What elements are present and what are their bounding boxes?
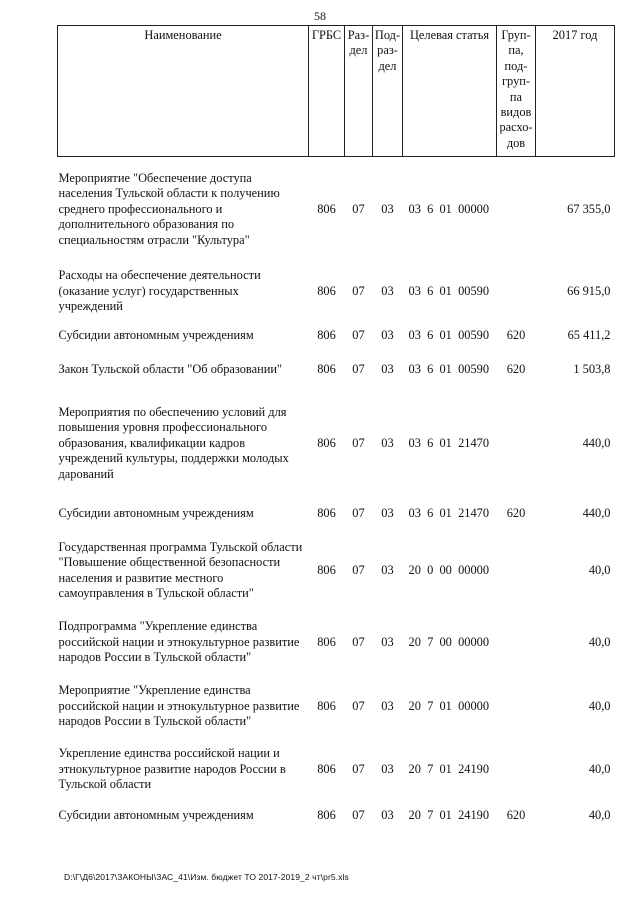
page-number: 58 <box>314 9 326 23</box>
cell-grp: 620 <box>506 506 526 521</box>
cell-grbs: 806 <box>317 283 336 298</box>
cell-cel: 20 0 00 00000 <box>408 562 490 577</box>
cell-grp: 620 <box>506 327 526 342</box>
cell-podrazdel: 03 <box>381 327 394 342</box>
table-row <box>58 801 615 831</box>
table-row <box>58 350 615 390</box>
cell-podrazdel: 03 <box>381 634 394 649</box>
cell-grbs: 806 <box>317 435 336 450</box>
cell-sum: 40,0 <box>588 634 611 649</box>
cell-grbs: 806 <box>317 634 336 649</box>
cell-grbs: 806 <box>317 201 336 216</box>
header-grbs: ГРБС <box>309 26 345 157</box>
cell-grp <box>497 611 536 675</box>
table-row <box>58 262 615 322</box>
cell-cel: 03 6 01 21470 <box>408 506 490 521</box>
cell-name: Укрепление единства российской нации и этнокультурное развитие народов России в Тульской области <box>58 746 286 792</box>
cell-cel: 03 6 01 00000 <box>408 201 490 216</box>
cell-grbs: 806 <box>317 562 336 577</box>
cell-razdel: 07 <box>352 361 365 376</box>
cell-razdel: 07 <box>352 201 365 216</box>
cell-podrazdel: 03 <box>381 807 394 822</box>
cell-grp <box>497 157 536 262</box>
cell-razdel: 07 <box>352 435 365 450</box>
cell-razdel: 07 <box>352 327 365 342</box>
cell-cel: 03 6 01 00590 <box>408 327 490 342</box>
cell-podrazdel: 03 <box>381 562 394 577</box>
header-razdel: Раз- дел <box>345 26 373 157</box>
cell-sum: 67 355,0 <box>567 201 611 216</box>
cell-sum: 440,0 <box>582 506 611 521</box>
cell-name: Мероприятия по обеспечению условий для повышения уровня профессионального образования, квалификации кадров учреждений культуры, поддержки молодых дарований <box>58 404 289 481</box>
cell-podrazdel: 03 <box>381 201 394 216</box>
cell-sum: 40,0 <box>588 562 611 577</box>
cell-sum: 40,0 <box>588 761 611 776</box>
table-row <box>58 498 615 531</box>
cell-razdel: 07 <box>352 506 365 521</box>
cell-razdel: 07 <box>352 283 365 298</box>
cell-grbs: 806 <box>317 327 336 342</box>
cell-sum: 40,0 <box>588 807 611 822</box>
cell-grbs: 806 <box>317 698 336 713</box>
cell-cel: 20 7 01 00000 <box>408 698 490 713</box>
table-body <box>58 157 615 831</box>
cell-sum: 440,0 <box>582 435 611 450</box>
cell-cel: 03 6 01 00590 <box>408 283 490 298</box>
cell-razdel: 07 <box>352 698 365 713</box>
cell-name: Субсидии автономным учреждениям <box>58 506 254 521</box>
cell-name: Субсидии автономным учреждениям <box>58 327 254 342</box>
file-path-footer: D:\Г\Д6\2017\ЗАКОНЫ\ЗАС_41\Изм. бюджет ТО 2017-2019_2 чт\pr5.xls <box>64 872 349 882</box>
cell-podrazdel: 03 <box>381 435 394 450</box>
table-row <box>58 611 615 675</box>
cell-name: Государственная программа Тульской области "Повышение общественной безопасности населения и развитие местного самоуправления в Тульской области" <box>58 539 303 600</box>
cell-grp <box>497 739 536 801</box>
cell-sum: 65 411,2 <box>567 327 611 342</box>
cell-razdel: 07 <box>352 807 365 822</box>
cell-podrazdel: 03 <box>381 283 394 298</box>
cell-razdel: 07 <box>352 562 365 577</box>
table-row <box>58 739 615 801</box>
cell-grp <box>497 262 536 322</box>
header-podrazdel: Под- раз- дел <box>373 26 403 157</box>
cell-grp <box>497 675 536 739</box>
cell-grbs: 806 <box>317 761 336 776</box>
cell-name: Мероприятие "Укрепление единства российской нации и этнокультурное развитие народов России в Тульской области" <box>58 683 300 729</box>
cell-name: Субсидии автономным учреждениям <box>58 807 254 822</box>
cell-podrazdel: 03 <box>381 698 394 713</box>
table-row <box>58 322 615 350</box>
cell-cel: 20 7 01 24190 <box>408 807 490 822</box>
header-name: Наименование <box>58 26 309 157</box>
cell-cel: 03 6 01 21470 <box>408 435 490 450</box>
cell-grbs: 806 <box>317 506 336 521</box>
cell-name: Расходы на обеспечение деятельности (оказание услуг) государственных учреждений <box>58 268 261 314</box>
cell-grp <box>497 390 536 498</box>
cell-name: Подпрограмма "Укрепление единства российской нации и этнокультурное развитие народов России в Тульской области" <box>58 619 300 665</box>
cell-razdel: 07 <box>352 634 365 649</box>
header-celevaya: Целевая статья <box>403 26 497 157</box>
header-row <box>58 26 615 157</box>
table-row <box>58 390 615 498</box>
cell-cel: 20 7 00 00000 <box>408 634 490 649</box>
cell-grp: 620 <box>506 361 526 376</box>
cell-grbs: 806 <box>317 807 336 822</box>
cell-sum: 40,0 <box>588 698 611 713</box>
table-row <box>58 157 615 262</box>
cell-grp <box>497 531 536 611</box>
cell-sum: 1 503,8 <box>573 361 611 376</box>
table-row <box>58 675 615 739</box>
budget-table <box>57 25 615 831</box>
cell-sum: 66 915,0 <box>567 283 611 298</box>
cell-podrazdel: 03 <box>381 506 394 521</box>
cell-podrazdel: 03 <box>381 761 394 776</box>
cell-name: Мероприятие "Обеспечение доступа населения Тульской области к получению среднего профессионального и дополнительного образования по специальностям отрасли "Культура" <box>58 170 280 247</box>
cell-cel: 03 6 01 00590 <box>408 361 490 376</box>
cell-grbs: 806 <box>317 361 336 376</box>
cell-podrazdel: 03 <box>381 361 394 376</box>
cell-razdel: 07 <box>352 761 365 776</box>
header-gruppa: Груп- па, под- груп- па видов расхо- дов <box>497 26 536 157</box>
table-row <box>58 531 615 611</box>
cell-grp: 620 <box>506 807 526 822</box>
cell-name: Закон Тульской области "Об образовании" <box>58 361 283 376</box>
header-year: 2017 год <box>536 26 615 157</box>
cell-cel: 20 7 01 24190 <box>408 761 490 776</box>
